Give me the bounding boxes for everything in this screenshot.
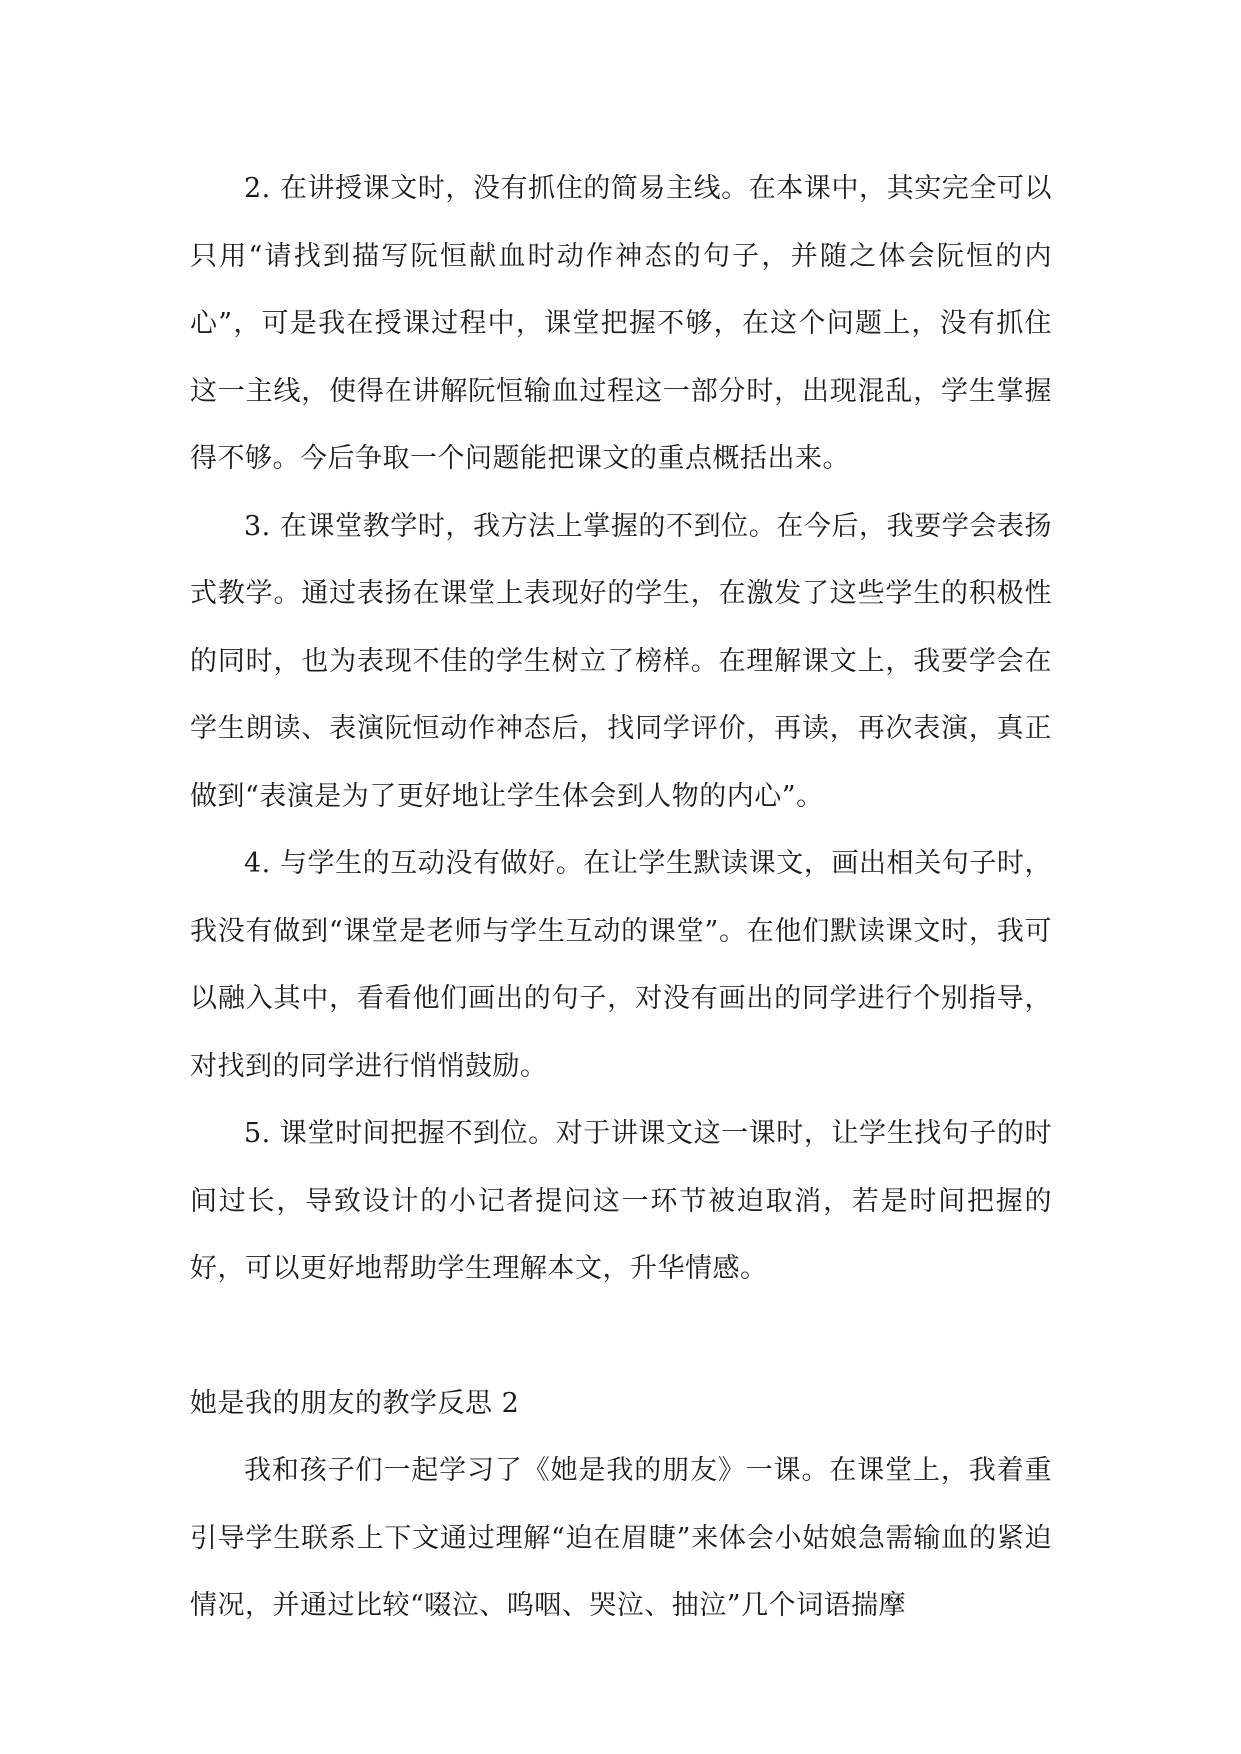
section-title: 她是我的朋友的教学反思 2 [190,1387,520,1419]
paragraph-point-4: 4. 与学生的互动没有做好。在让学生默读课文，画出相关句子时，我没有做到“课堂是老师与学生互动的课堂”。在他们默读课文时，我可以融入其中，看看他们画出的句子，对没有画出的同学进行个别指导，对找到的同学进行悄悄鼓励。 [190,848,1052,1082]
paragraph-point-2: 2. 在讲授课文时，没有抓住的简易主线。在本课中，其实完全可以只用“请找到描写阮恒献血时动作神态的句子，并随之体会阮恒的内心”，可是我在授课过程中，课堂把握不够，在这个问题上，没有抓住这一主线，使得在讲解阮恒输血过程这一部分时，出现混乱，学生掌握得不够。今后争取一个问题能把课文的重点概括出来。 [190,173,1052,474]
paragraph-point-3: 3. 在课堂教学时，我方法上掌握的不到位。在今后，我要学会表扬式教学。通过表扬在课堂上表现好的学生，在激发了这些学生的积极性的同时，也为表现不佳的学生树立了榜样。在理解课文上，我要学会在学生朗读、表演阮恒动作神态后，找同学评价，再读，再次表演，真正做到“表演是为了更好地让学生体会到人物的内心”。 [190,510,1052,812]
section-paragraph: 我和孩子们一起学习了《她是我的朋友》一课。在课堂上，我着重引导学生联系上下文通过理解“迫在眉睫”来体会小姑娘急需输血的紧迫情况，并通过比较“啜泣、呜咽、哭泣、抽泣”几个词语揣摩 [190,1455,1052,1621]
document-body [190,155,1052,1640]
paragraph-point-5: 5. 课堂时间把握不到位。对于讲课文这一课时，让学生找句子的时间过长，导致设计的小记者提问这一环节被迫取消，若是时间把握的好，可以更好地帮助学生理解本文，升华情感。 [190,1118,1052,1284]
